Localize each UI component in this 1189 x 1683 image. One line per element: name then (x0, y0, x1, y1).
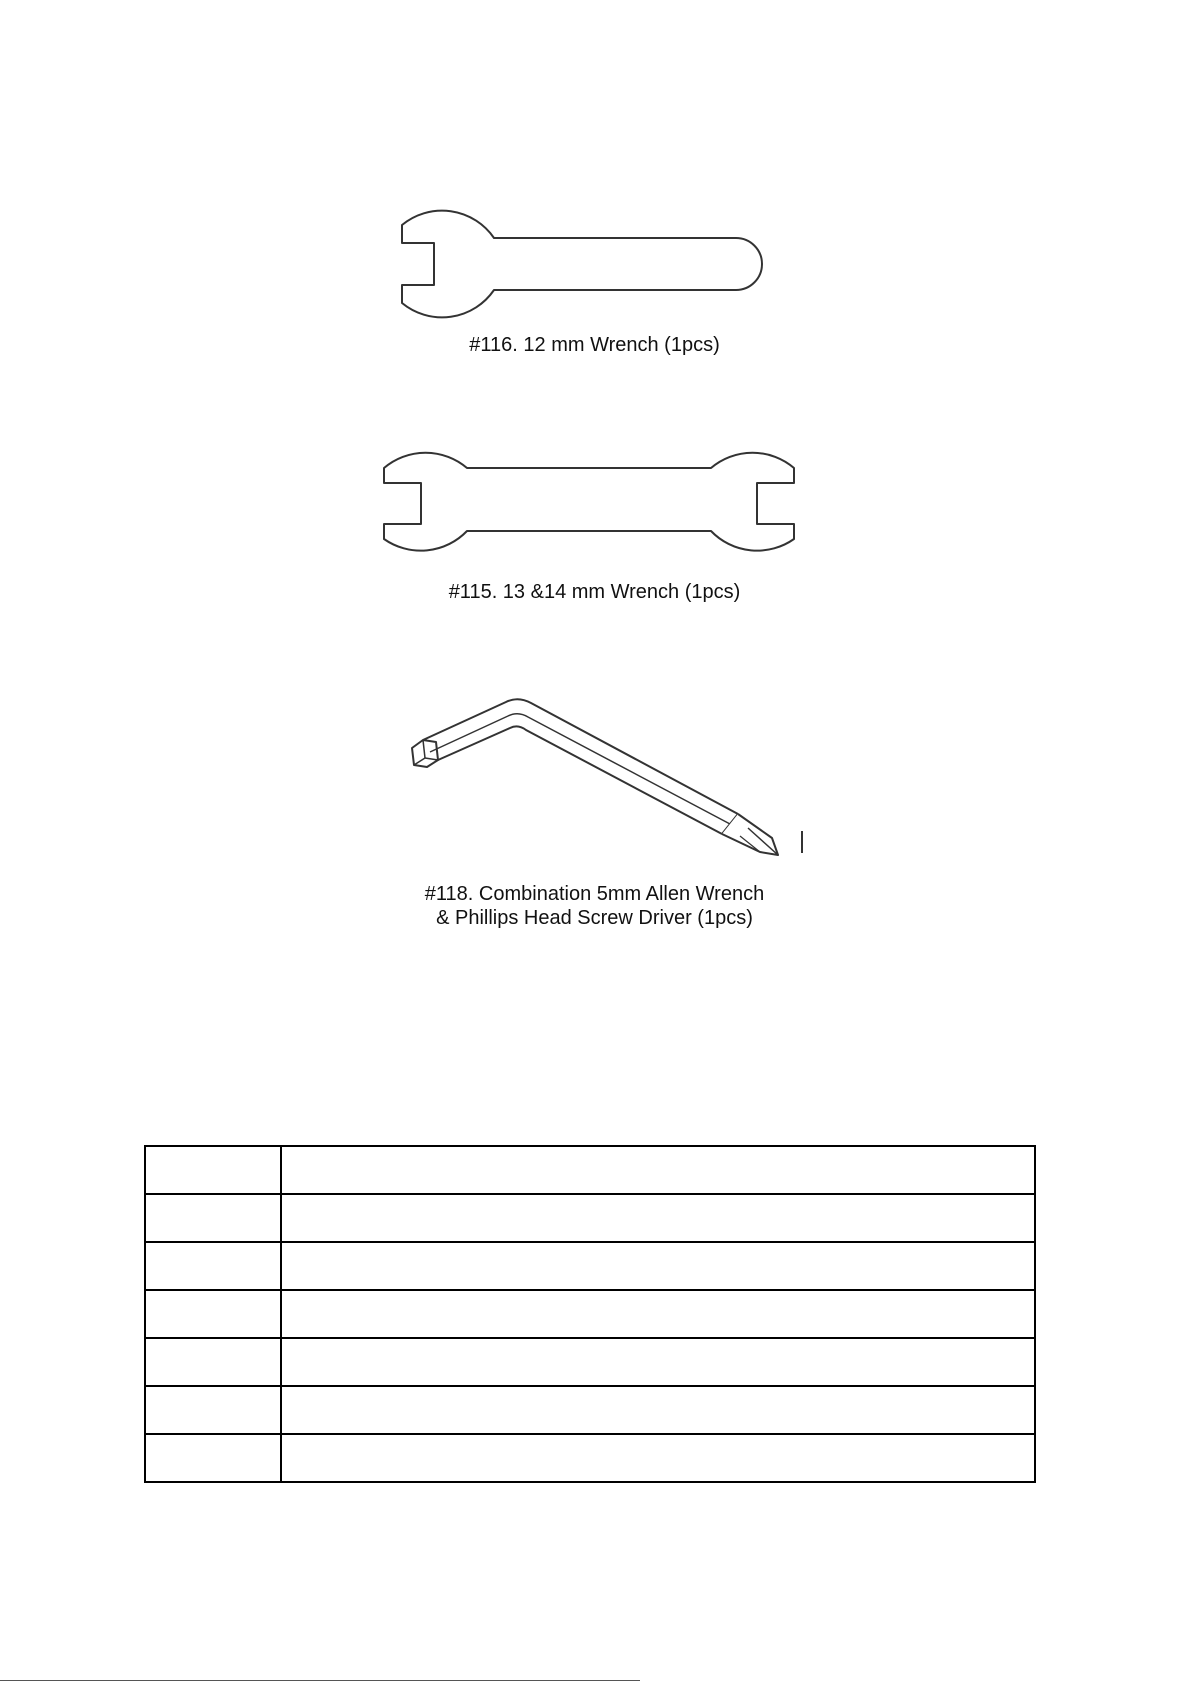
tool-caption-115 (0, 580, 1189, 604)
table-cell (145, 1290, 281, 1338)
table-cell (145, 1194, 281, 1242)
table-row (145, 1146, 1035, 1194)
double-wrench-icon (375, 428, 805, 563)
table-cell (281, 1434, 1035, 1482)
footer-divider (0, 1680, 640, 1681)
table-row (145, 1194, 1035, 1242)
table-cell (145, 1338, 281, 1386)
tool-caption-118 (0, 882, 1189, 930)
table-cell (281, 1338, 1035, 1386)
table-cell (281, 1194, 1035, 1242)
table-cell (281, 1242, 1035, 1290)
caption-line: & Phillips Head Screw Driver (1pcs) (436, 907, 753, 929)
caption-line: #115. 13 &14 mm Wrench (1pcs) (448, 581, 741, 603)
table-cell (145, 1146, 281, 1194)
table-cell (281, 1290, 1035, 1338)
caption-line: #116. 12 mm Wrench (1pcs) (469, 334, 720, 356)
table-row (145, 1290, 1035, 1338)
table-row (145, 1386, 1035, 1434)
table-cell (281, 1386, 1035, 1434)
parts-table (144, 1145, 1036, 1483)
single-wrench-icon (390, 195, 770, 330)
allen-screwdriver-icon (400, 690, 820, 875)
table-cell (145, 1242, 281, 1290)
caption-line: #118. Combination 5mm Allen Wrench (424, 883, 765, 905)
tool-caption-116 (0, 333, 1189, 357)
table-row (145, 1242, 1035, 1290)
table-cell (145, 1386, 281, 1434)
table-cell (145, 1434, 281, 1482)
table-row (145, 1338, 1035, 1386)
table-row (145, 1434, 1035, 1482)
table-cell (281, 1146, 1035, 1194)
